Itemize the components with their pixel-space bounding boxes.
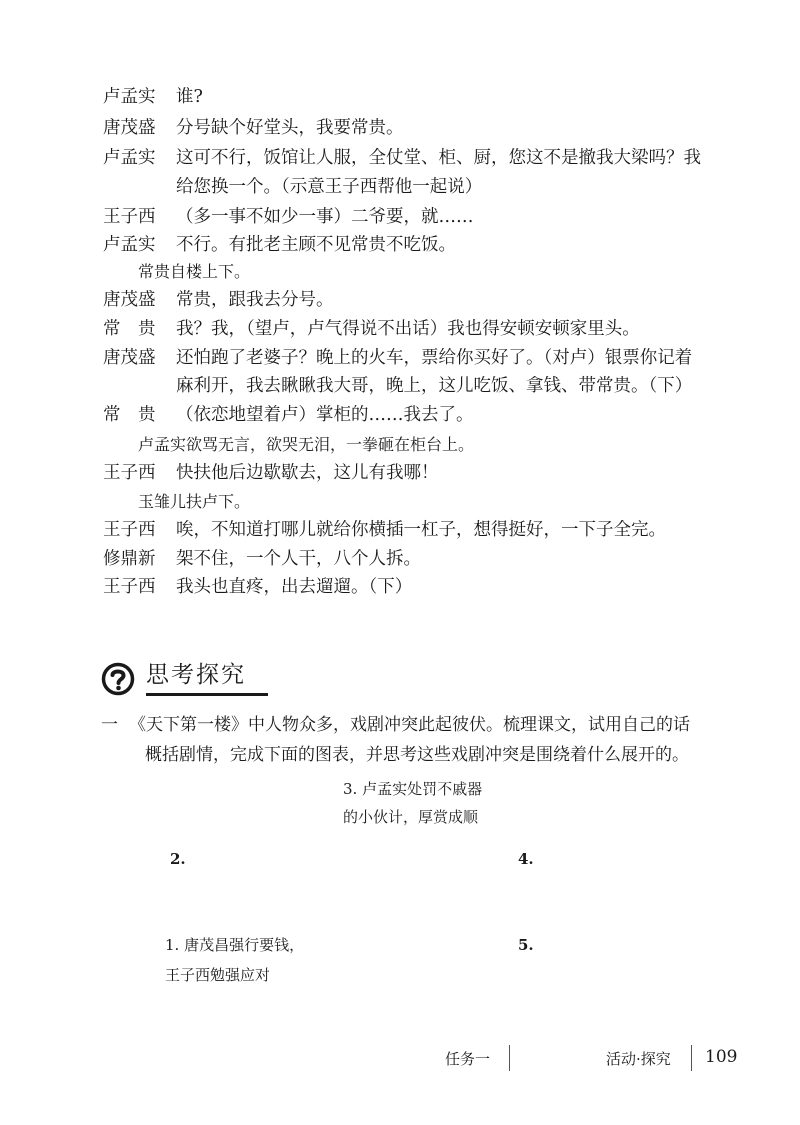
footer-activity: 活动·探究 xyxy=(606,1050,671,1068)
question-mark-icon xyxy=(101,662,135,696)
stage-direction: 玉雏儿扶卢下。 xyxy=(138,492,251,511)
diagram-node-2: 2. xyxy=(170,850,186,868)
diagram-node-3-line-1: 3. 卢孟实处罚不戚器 xyxy=(343,780,483,798)
diagram-node-3-line-2: 的小伙计，厚赏成顺 xyxy=(343,808,479,826)
speaker-name: 唐茂盛 xyxy=(103,348,156,368)
diagram-node-4: 4. xyxy=(518,850,534,868)
speaker-name: 王子西 xyxy=(103,577,156,597)
stage-direction: 卢孟实欲骂无言，欲哭无泪，一拳砸在柜台上。 xyxy=(138,435,475,454)
question-number: 一 xyxy=(101,715,118,735)
footer-divider xyxy=(691,1045,692,1071)
diagram-node-5: 5. xyxy=(518,936,534,954)
speaker-name: 王子西 xyxy=(103,207,156,227)
page-number: 109 xyxy=(705,1047,738,1067)
dialogue-text: 常贵，跟我去分号。 xyxy=(176,290,334,310)
dialogue-text-continued: 麻利开，我去瞅瞅我大哥，晚上，这儿吃饭、拿钱、带常贵。（下） xyxy=(176,376,693,396)
speaker-name: 卢孟实 xyxy=(103,235,156,255)
speaker-name: 王子西 xyxy=(103,520,156,540)
dialogue-text: （多一事不如少一事）二爷要，就…… xyxy=(176,207,474,227)
speaker-name: 卢孟实 xyxy=(103,148,156,168)
dialogue-text: （依恋地望着卢）掌柜的……我去了。 xyxy=(176,405,474,425)
speaker-name: 常 贵 xyxy=(103,319,156,339)
dialogue-text: 唉，不知道打哪儿就给你横插一杠子，想得挺好，一下子全完。 xyxy=(176,520,666,540)
dialogue-text: 这可不行，饭馆让人服，全仗堂、柜、厨，您这不是撤我大梁吗？我 xyxy=(176,148,701,168)
question-text-line-2: 概括剧情，完成下面的图表，并思考这些戏剧冲突是围绕着什么展开的。 xyxy=(145,745,689,765)
dialogue-text: 不行。有批老主顾不见常贵不吃饭。 xyxy=(176,235,456,255)
dialogue-text: 谁? xyxy=(176,87,203,107)
speaker-name: 王子西 xyxy=(103,463,156,483)
diagram-node-1-line-2: 王子西勉强应对 xyxy=(165,966,271,984)
stage-direction: 常贵自楼上下。 xyxy=(138,262,251,281)
speaker-name: 唐茂盛 xyxy=(103,118,156,138)
speaker-name: 常 贵 xyxy=(103,405,156,425)
dialogue-text: 快扶他后边歇歇去，这儿有我哪！ xyxy=(176,463,439,483)
speaker-name: 唐茂盛 xyxy=(103,290,156,310)
dialogue-text: 我？我，（望卢，卢气得说不出话）我也得安顿安顿家里头。 xyxy=(176,319,640,339)
diagram-node-1-line-1: 1. 唐茂昌强行要钱， xyxy=(165,936,305,954)
dialogue-text: 架不住，一个人干，八个人拆。 xyxy=(176,549,421,569)
speaker-name: 修鼎新 xyxy=(103,549,156,569)
section-title: 思考探究 xyxy=(146,662,246,688)
question-text-line-1: 《天下第一楼》中人物众多，戏剧冲突此起彼伏。梳理课文，试用自己的话 xyxy=(129,715,690,735)
section-underline xyxy=(146,693,268,696)
dialogue-text: 分号缺个好堂头，我要常贵。 xyxy=(176,118,404,138)
footer-divider xyxy=(509,1045,510,1071)
dialogue-text: 我头也直疼，出去遛遛。（下） xyxy=(176,577,413,597)
dialogue-text-continued: 给您换一个。（示意王子西帮他一起说） xyxy=(176,177,483,197)
dialogue-text: 还怕跑了老婆子？晚上的火车，票给你买好了。（对卢）银票你记着 xyxy=(176,348,693,368)
speaker-name: 卢孟实 xyxy=(103,87,156,107)
footer-task: 任务一 xyxy=(445,1050,491,1068)
